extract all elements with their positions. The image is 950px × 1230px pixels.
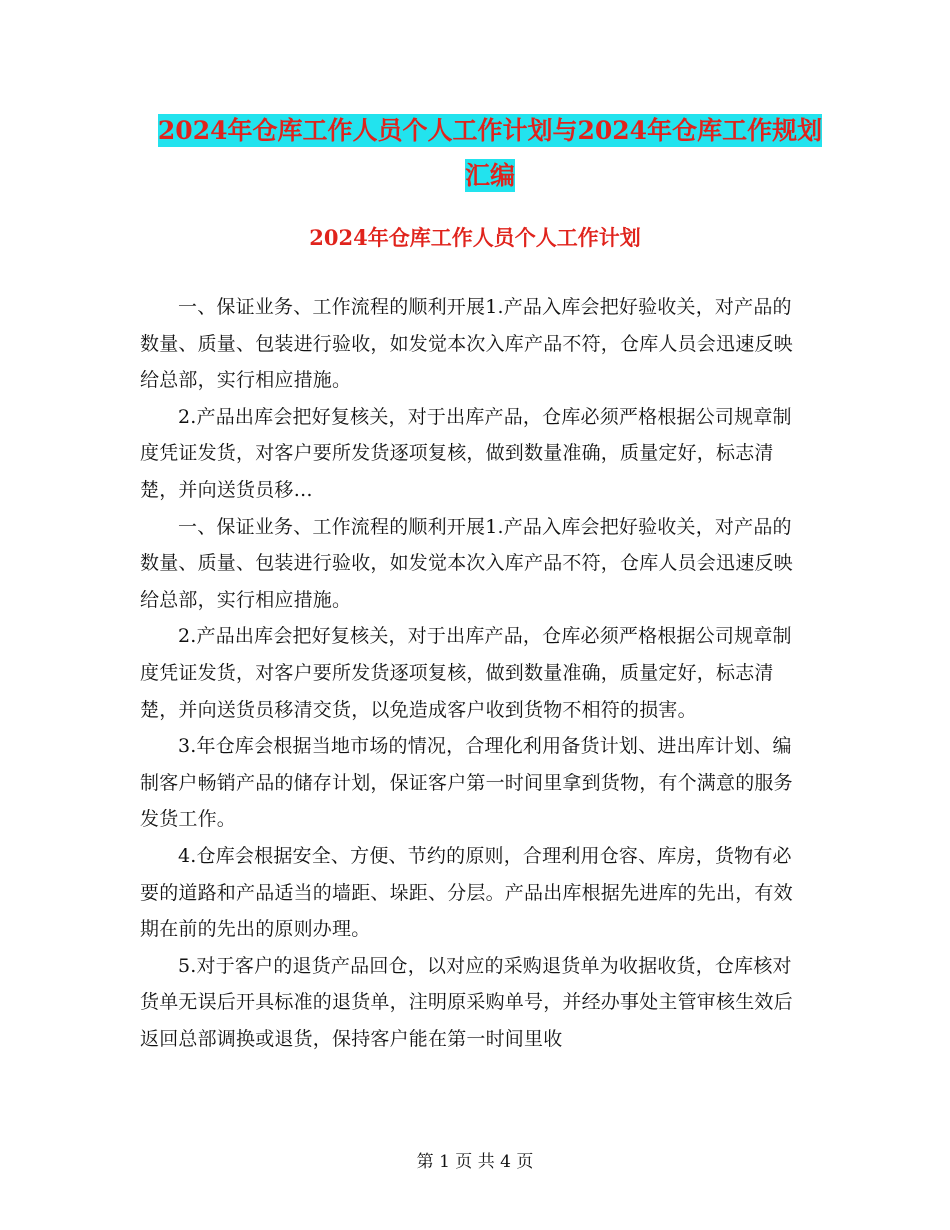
paragraph-2: 2.产品出库会把好复核关，对于出库产品，仓库必须严格根据公司规章制度凭证发货，对客户要所发货逐项复核，做到数量准确，质量定好，标志清楚，并向送货员移… — [140, 405, 792, 501]
document-body — [140, 289, 810, 1057]
document-title-highlight: 2024年仓库工作人员个人工作计划与2024年仓库工作规划汇编 — [157, 116, 823, 190]
page-footer: 第 1 页 共 4 页 — [416, 1152, 534, 1172]
paragraph-7: 5.对于客户的退货产品回仓，以对应的采购退货单为收据收货，仓库核对货单无误后开具标准的退货单，注明原采购单号，并经办事处主管审核生效后返回总部调换或退货，保持客户能在第一时间里收 — [140, 954, 793, 1050]
paragraph-3: 一、保证业务、工作流程的顺利开展1.产品入库会把好验收关，对产品的数量、质量、包装进行验收，如发觉本次入库产品不符，仓库人员会迅速反映给总部，实行相应措施。 — [140, 515, 793, 611]
section-title: 2024年仓库工作人员个人工作计划 — [309, 225, 641, 250]
paragraph-4: 2.产品出库会把好复核关，对于出库产品，仓库必须严格根据公司规章制度凭证发货，对客户要所发货逐项复核，做到数量准确，质量定好，标志清楚，并向送货员移清交货，以免造成客户收到货物不相符的损害。 — [140, 625, 792, 721]
document-title — [150, 108, 830, 198]
paragraph-1: 一、保证业务、工作流程的顺利开展1.产品入库会把好验收关，对产品的数量、质量、包装进行验收，如发觉本次入库产品不符，仓库人员会迅速反映给总部，实行相应措施。 — [140, 296, 793, 392]
paragraph-6: 4.仓库会根据安全、方便、节约的原则，合理利用仓容、库房，货物有必要的道路和产品适当的墙距、垛距、分层。产品出库根据先进库的先出，有效期在前的先出的原则办理。 — [140, 844, 793, 941]
paragraph-5: 3.年仓库会根据当地市场的情况，合理化利用备货计划、进出库计划、编制客户畅销产品的储存计划，保证客户第一时间里拿到货物，有个满意的服务发货工作。 — [140, 735, 793, 831]
